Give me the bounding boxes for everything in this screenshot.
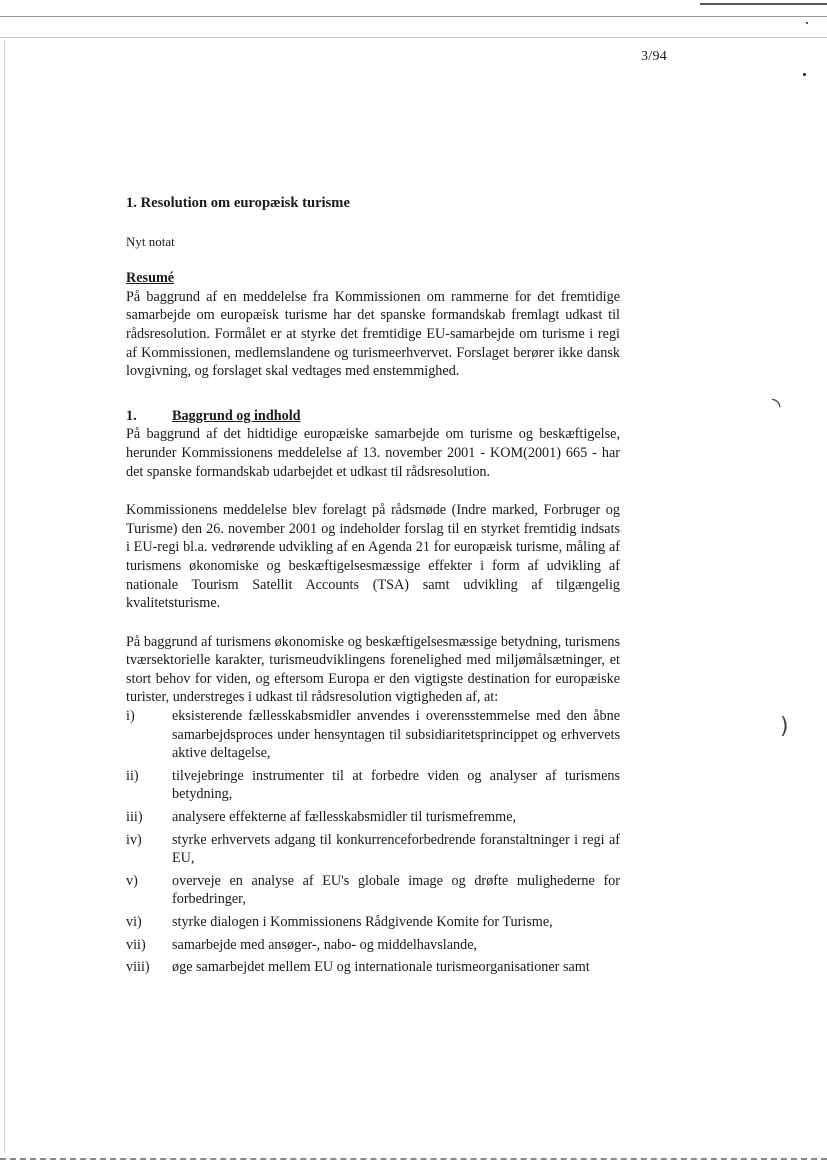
paragraph-spacer xyxy=(126,613,620,633)
list-item xyxy=(126,936,620,955)
list-item-marker: vi) xyxy=(126,914,142,930)
list-item-marker: i) xyxy=(126,708,135,725)
list-item-text: styrke dialogen i Kommissionens Rådgivende Komite for Turisme, xyxy=(172,914,553,930)
page-number: 3/94 xyxy=(641,49,668,64)
section-1-number: 1. xyxy=(126,407,137,424)
resume-text: På baggrund af en meddelelse fra Kommissionen om rammerne for det fremtidige samarbejde om europæisk turisme har det spanske formandskab fremlagt udkast til rådsresolution. Formålet er at styrke det fremtidige EU-samarbejde om turisme i regi af Kommissionen, medlemslandene og turismeerhvervet. Forslaget berører ikke dansk lovgivning, og forslaget skal vedtages med enstemmighed. xyxy=(126,288,620,380)
list-item xyxy=(126,913,620,932)
scan-artifact-line xyxy=(0,16,827,17)
scan-artifact-bottom xyxy=(0,1158,827,1160)
priority-list xyxy=(126,707,620,977)
list-item-text: samarbejde med ansøger-, nabo- og middelhavslande, xyxy=(172,936,478,953)
list-item-marker: ii) xyxy=(126,767,139,784)
scan-speck xyxy=(803,73,806,76)
resume-heading xyxy=(126,269,620,288)
section-1-paragraph-3: På baggrund af turismens økonomiske og beskæftigelsesmæssige betydning, turismens tværsektorielle karakter, turismeudviklingens forenelighed med miljømålsætninger, et stort behov for viden, og eftersom Europa er den vigtigste destination for europæiske turister, understreges i udkast til rådsresolution vigtigheden af, at: xyxy=(126,633,620,706)
list-item xyxy=(126,808,620,827)
scan-speck xyxy=(806,22,808,24)
section-1-paragraph-2: Kommissionens meddelelse blev forelagt på rådsmøde (Indre marked, Forbruger og Turisme) den 26. november 2001 og indeholder forslag til en styrket fremtidig indsats i EU-regi bl.a. vedrørende udvikling af en Agenda 21 for europæisk turisme, måling af turismens økonomiske og beskæftigelsesmæssige effekter i form af udvikling af nationale Tourism Satellit Accounts (TSA) samt udvikling af tilgængelig kvalitetsturisme. xyxy=(126,502,620,612)
list-item xyxy=(126,958,620,977)
resume-title: Resumé xyxy=(126,270,175,287)
list-item-marker: viii) xyxy=(126,959,150,976)
punch-hole-mark: ) xyxy=(780,714,789,739)
punch-hole-mark: ◝ xyxy=(772,394,781,419)
list-item-text: styrke erhvervets adgang til konkurrenceforbedrende foranstaltninger i regi af EU, xyxy=(172,831,620,867)
list-item-marker: v) xyxy=(126,872,138,889)
list-item xyxy=(126,872,620,909)
list-item xyxy=(126,707,620,763)
section-1-heading xyxy=(126,407,620,426)
list-item-marker: iv) xyxy=(126,831,142,848)
note-label: Nyt notat xyxy=(126,233,175,249)
list-item-text: overveje en analyse af EU's globale image og drøfte mulighederne for forbedringer, xyxy=(172,872,620,908)
section-1-paragraph-1: På baggrund af det hidtidige europæiske samarbejde om turisme og beskæftigelse, herunder Kommissionens meddelelse af 13. november 2001 - KOM(2001) 665 - har det spanske formandskab udarbejdet et udkast til rådsresolution. xyxy=(126,426,620,480)
list-item-text: analysere effekterne af fællesskabsmidler til turismefremme, xyxy=(172,809,517,826)
list-item-text: tilvejebringe instrumenter til at forbedre viden og analyser af turismens betydning, xyxy=(172,767,620,803)
scan-artifact-line xyxy=(0,37,827,38)
list-item xyxy=(126,831,620,868)
list-item-text: øge samarbejdet mellem EU og internationale turismeorganisationer samt xyxy=(172,959,590,976)
paragraph-spacer xyxy=(126,481,620,501)
list-item xyxy=(126,767,620,804)
list-item-text: eksisterende fællesskabsmidler anvendes i overensstemmelse med den åbne samarbejdsproces under hensyntagen til subsidiaritetsprincippet og erhvervets aktive deltagelse, xyxy=(172,708,620,762)
list-item-marker: vii) xyxy=(126,936,146,953)
list-item-marker: iii) xyxy=(126,809,143,826)
document-body xyxy=(126,194,620,981)
scan-artifact-left-edge xyxy=(4,40,5,1153)
scan-artifact-top-right xyxy=(700,3,827,5)
section-1-title: Baggrund og indhold xyxy=(172,407,301,424)
document-heading: 1. Resolution om europæisk turisme xyxy=(126,195,350,211)
